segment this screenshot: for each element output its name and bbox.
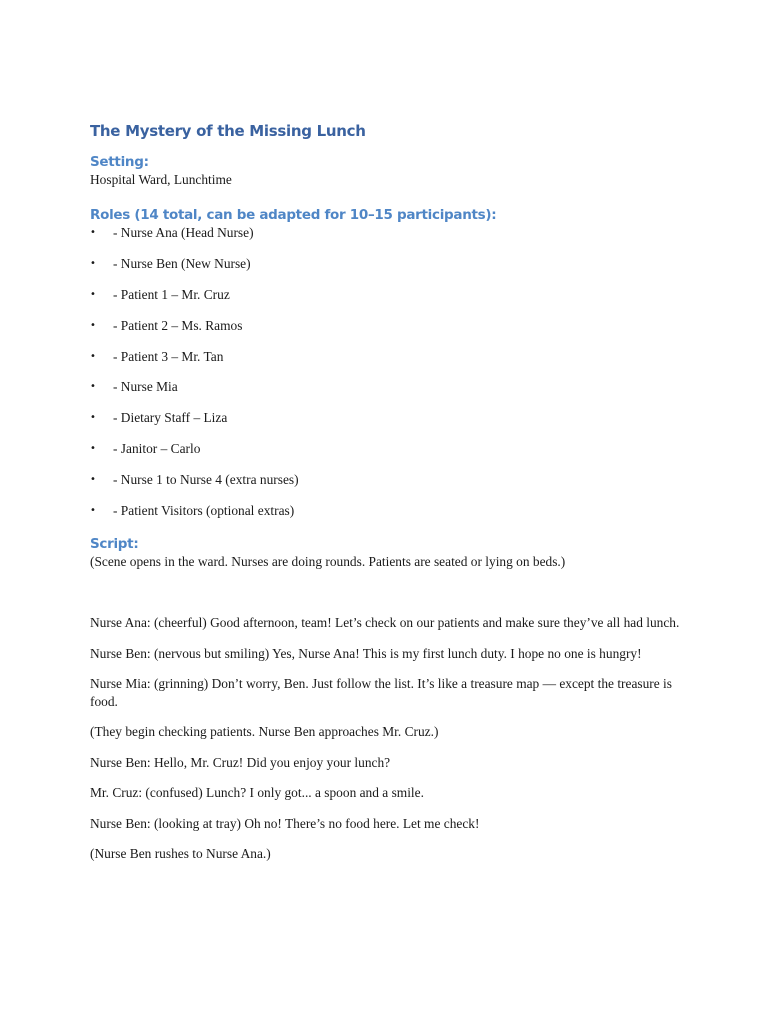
role-text: - Nurse 1 to Nurse 4 (extra nurses) [113,472,299,488]
role-text: - Nurse Mia [113,379,178,395]
roles-heading: Roles (14 total, can be adapted for 10–15 participants): [90,207,497,223]
role-text: - Patient 1 – Mr. Cruz [113,286,230,302]
bullet-icon: • [90,505,96,517]
role-text: - Patient 2 – Ms. Ramos [113,317,243,333]
bullet-icon: • [90,443,96,455]
roles-list [90,224,680,519]
role-item [90,502,680,519]
setting-heading: Setting: [90,154,149,170]
role-text: - Patient 3 – Mr. Tan [113,348,224,364]
role-item [90,224,680,241]
bullet-icon: • [90,350,96,362]
document-title: The Mystery of the Missing Lunch [90,122,366,140]
script-heading: Script: [90,536,139,553]
role-item [90,348,680,365]
bullet-icon: • [90,319,96,331]
stage-direction: (They begin checking patients. Nurse Ben approaches Mr. Cruz.) [90,724,439,740]
bullet-icon: • [90,474,96,486]
script-line: Nurse Ana: (cheerful) Good afternoon, team! Let’s check on our patients and make sure they’ve all had lunch. [90,615,680,631]
script-line: Nurse Ben: (nervous but smiling) Yes, Nurse Ana! This is my first lunch duty. I hope no one is hungry! [90,645,642,661]
role-item [90,378,680,395]
document-page [90,121,680,876]
script-line: Mr. Cruz: (confused) Lunch? I only got... a spoon and a smile. [90,785,424,801]
role-item [90,286,680,303]
bullet-icon: • [90,257,96,269]
role-text: - Dietary Staff – Liza [113,410,228,426]
bullet-icon: • [90,288,96,300]
role-text: - Nurse Ana (Head Nurse) [113,225,254,240]
role-text: - Patient Visitors (optional extras) [113,503,295,519]
bullet-icon: • [90,412,96,424]
setting-text: Hospital Ward, Lunchtime [90,172,232,187]
bullet-icon: • [90,227,96,238]
bullet-icon: • [90,381,96,393]
script-line: Nurse Ben: Hello, Mr. Cruz! Did you enjoy your lunch? [90,754,391,770]
role-item [90,317,680,334]
stage-direction: (Nurse Ben rushes to Nurse Ana.) [90,846,271,862]
script-line: Nurse Ben: (looking at tray) Oh no! There’s no food here. Let me check! [90,815,480,831]
role-item [90,255,680,272]
role-item [90,471,680,488]
role-item [90,440,680,457]
role-text: - Janitor – Carlo [113,441,201,457]
role-text: - Nurse Ben (New Nurse) [113,255,251,271]
scene-intro: (Scene opens in the ward. Nurses are doing rounds. Patients are seated or lying on beds.) [90,554,566,570]
script-line: Nurse Mia: (grinning) Don’t worry, Ben. Just follow the list. It’s like a treasure map — except the treasure is food. [90,676,672,709]
role-item [90,409,680,426]
